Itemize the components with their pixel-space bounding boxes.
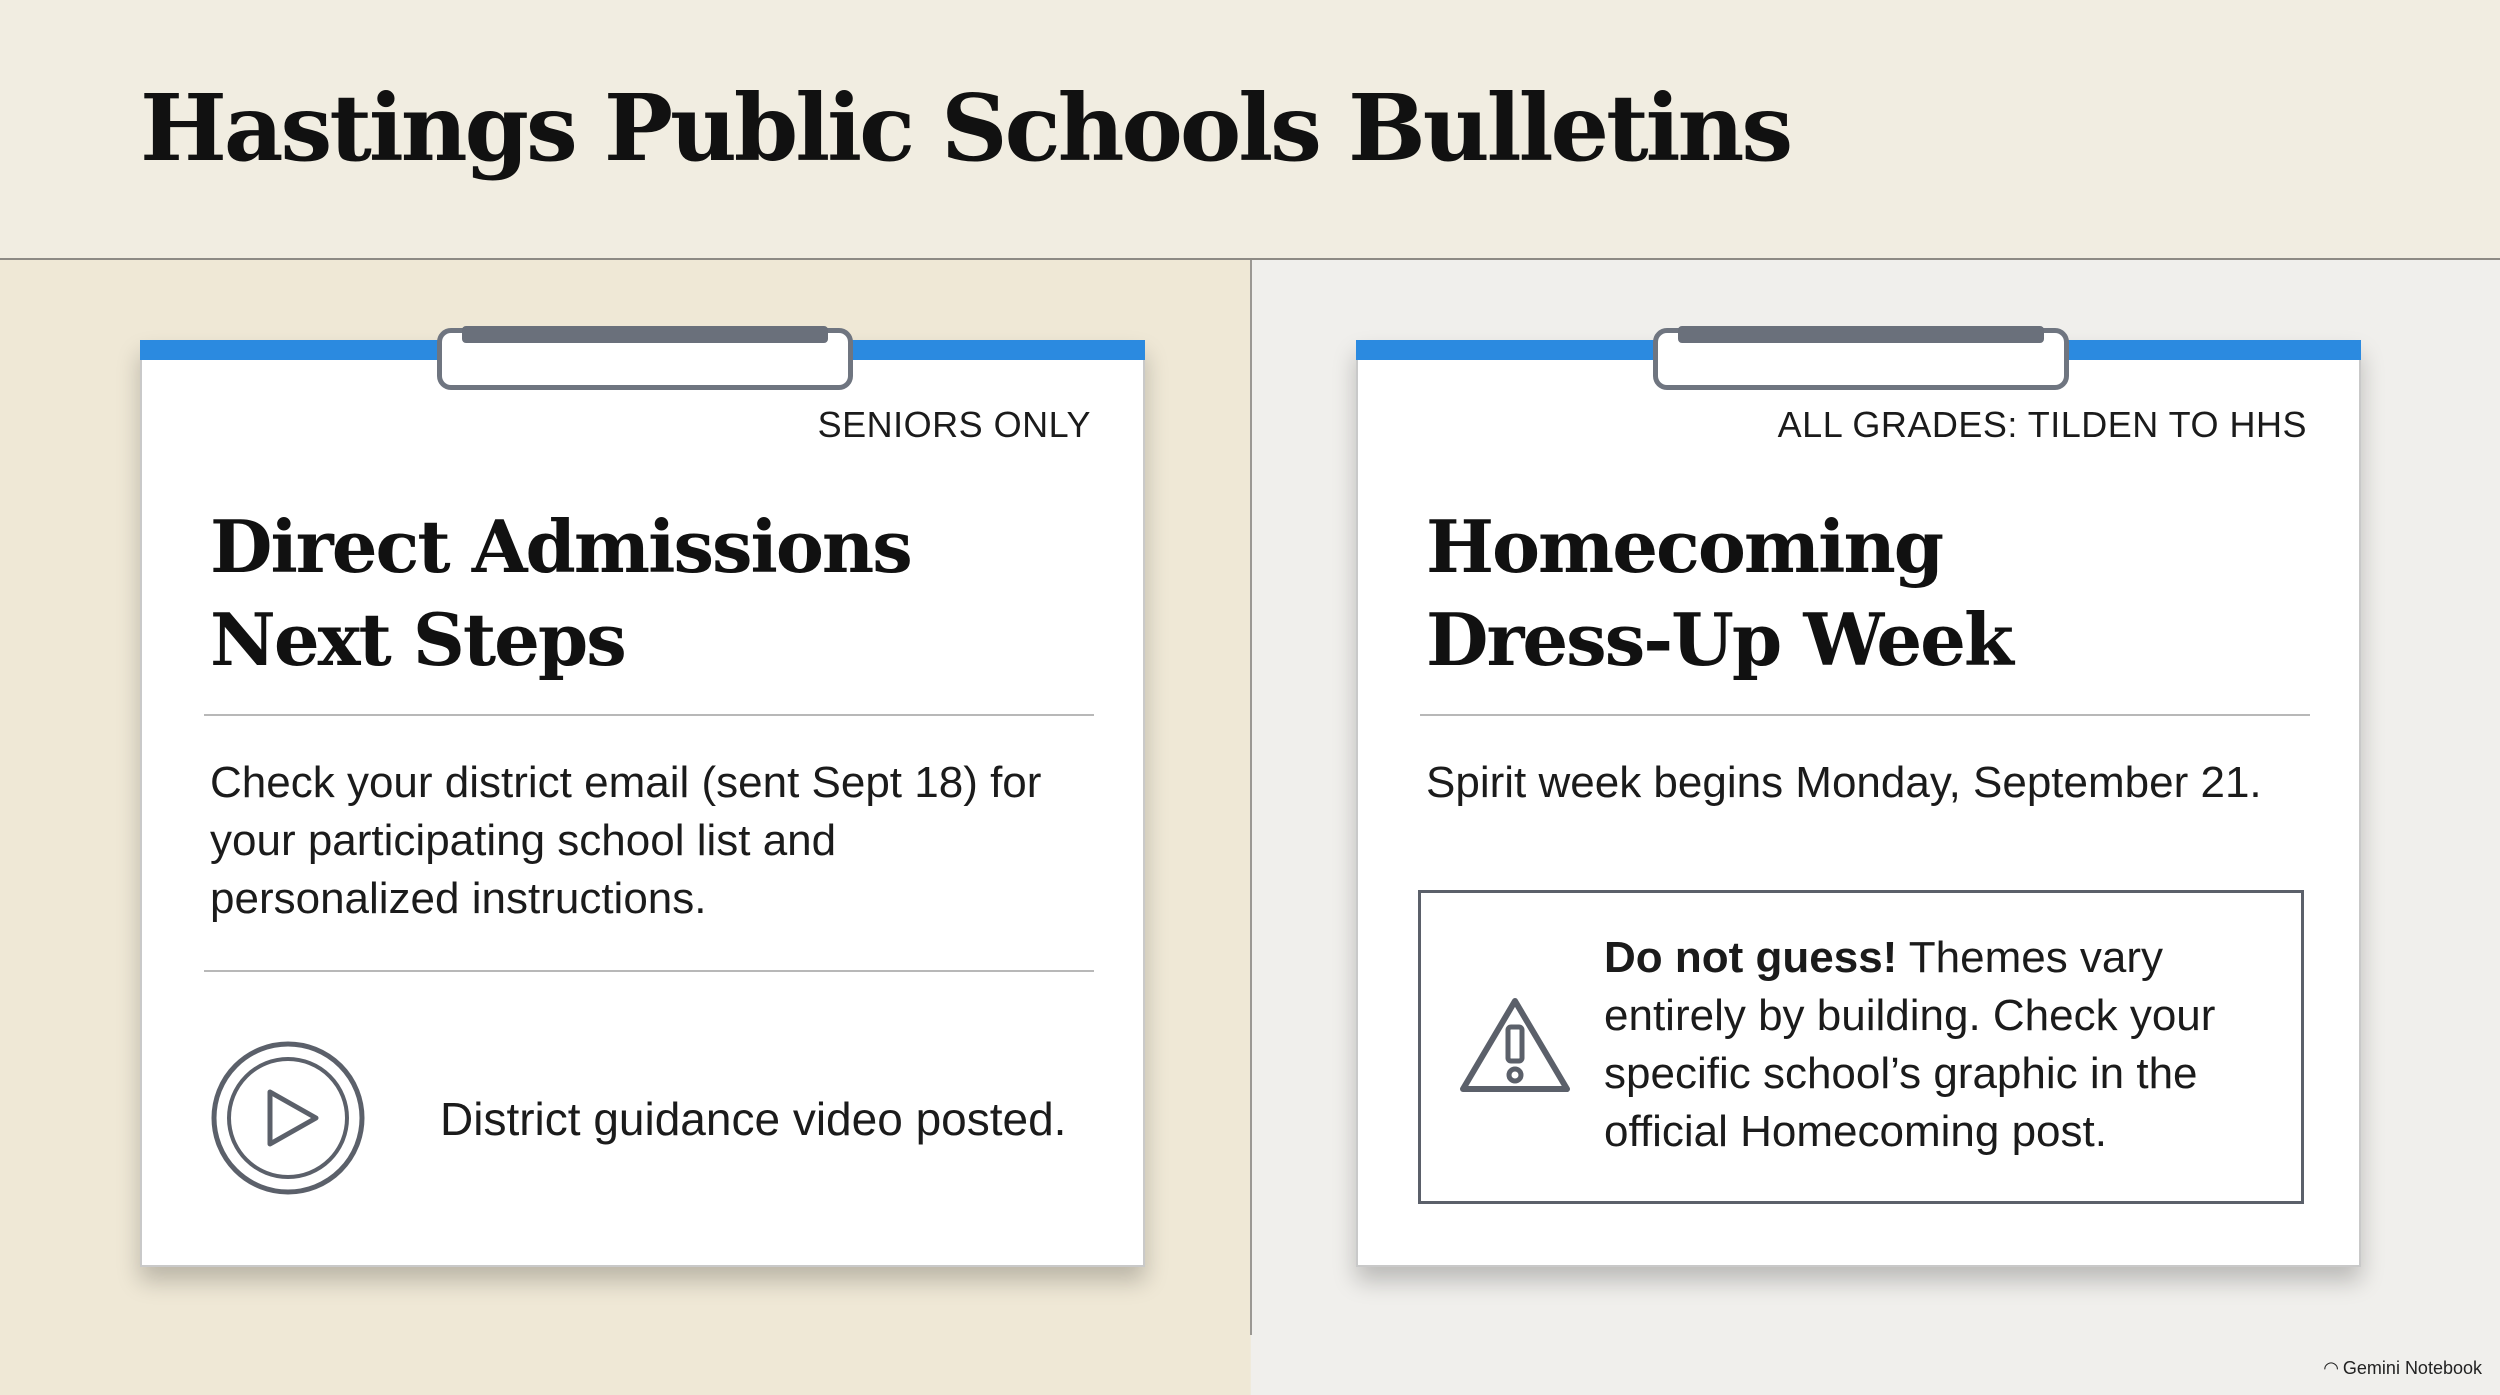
audience-label: SENIORS ONLY bbox=[817, 404, 1091, 445]
audience-label: ALL GRADES: TILDEN TO HHS bbox=[1777, 404, 2307, 445]
divider-rule bbox=[204, 970, 1094, 972]
divider-rule bbox=[204, 714, 1094, 716]
card-title bbox=[1426, 500, 2012, 686]
clipboard-clip-icon bbox=[437, 328, 853, 390]
warning-detail: Themes vary entirely by building. Check your specific school’s graphic in the official Homecoming post. bbox=[1604, 933, 2216, 1156]
card-title-line-2: Dress-Up Week bbox=[1426, 597, 2012, 682]
warning-emphasis: Do not guess! bbox=[1604, 933, 1898, 982]
video-notice[interactable] bbox=[210, 1040, 1090, 1196]
card-title-line-1: Homecoming bbox=[1426, 504, 1943, 589]
panel-divider bbox=[1250, 260, 1252, 1335]
notebook-logo-icon: ◠ bbox=[2323, 1358, 2339, 1378]
card-body-text: Check your district email (sent Sept 18) for your participating school list and personalized instructions. bbox=[210, 758, 1042, 923]
clip-bar bbox=[1678, 326, 2044, 343]
watermark-text: Gemini Notebook bbox=[2342, 1358, 2482, 1378]
video-notice-text: District guidance video posted. bbox=[440, 1093, 1067, 1145]
card-title bbox=[210, 500, 911, 686]
divider-rule bbox=[1420, 714, 2310, 716]
watermark bbox=[2323, 1358, 2482, 1379]
warning-icon bbox=[1457, 993, 1573, 1097]
card-title-line-2: Next Steps bbox=[210, 597, 625, 682]
bulletin-card-direct-admissions bbox=[140, 340, 1145, 1267]
page-header bbox=[0, 0, 2500, 260]
card-title-line-1: Direct Admissions bbox=[210, 504, 911, 589]
warning-text bbox=[1604, 929, 2284, 1161]
card-body-text: Spirit week begins Monday, September 21. bbox=[1426, 758, 2262, 807]
bulletin-card-homecoming bbox=[1356, 340, 2361, 1267]
page-title: Hastings Public Schools Bulletins bbox=[140, 74, 1791, 182]
clipboard-clip-icon bbox=[1653, 328, 2069, 390]
clip-bar bbox=[462, 326, 828, 343]
warning-box bbox=[1418, 890, 2304, 1204]
play-icon[interactable] bbox=[210, 1040, 366, 1196]
